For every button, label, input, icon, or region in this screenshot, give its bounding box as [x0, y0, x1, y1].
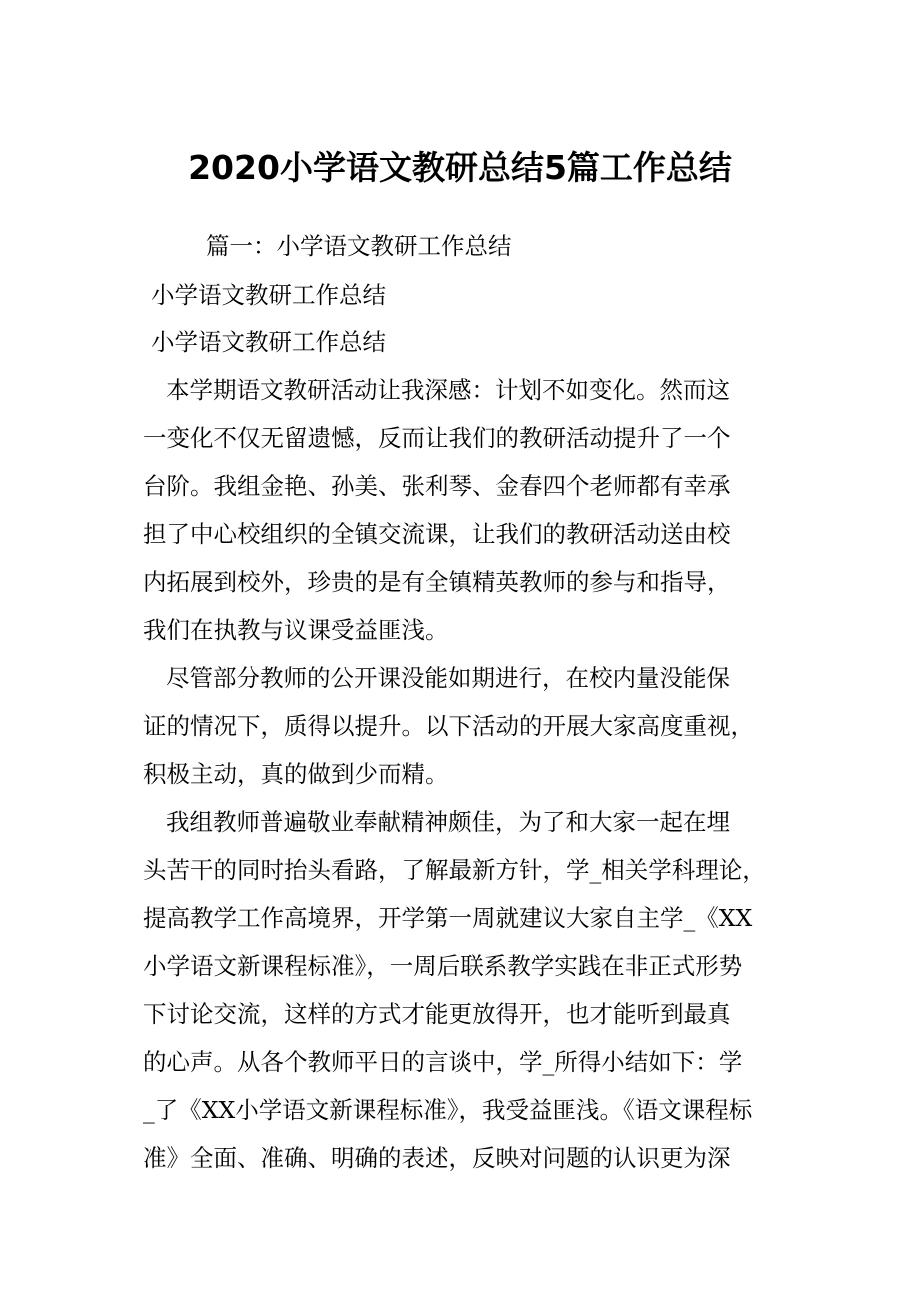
paragraph-line: 证的情况下，质得以提升。以下活动的开展大家高度重视，: [143, 712, 754, 740]
paragraph-line: 提高教学工作高境界，开学第一周就建议大家自主学_《XX: [143, 904, 753, 932]
paragraph-line: 的心声。从各个教师平日的言谈中，学_所得小结如下：学: [143, 1048, 743, 1076]
section-heading: 篇一：小学语文教研工作总结: [206, 232, 512, 260]
paragraph-line: 尽管部分教师的公开课没能如期进行，在校内量没能保: [166, 664, 730, 692]
subheading-line: 小学语文教研工作总结: [151, 328, 386, 356]
paragraph-line: _了《XX小学语文新课程标准》，我受益匪浅。《语文课程标: [143, 1096, 753, 1124]
paragraph-line: 担了中心校组织的全镇交流课，让我们的教研活动送由校: [143, 520, 731, 548]
document-title: 2020小学语文教研总结5篇工作总结: [188, 148, 732, 187]
paragraph-line: 下讨论交流，这样的方式才能更放得开，也才能听到最真: [143, 1000, 731, 1028]
paragraph-line: 一变化不仅无留遗憾，反而让我们的教研活动提升了一个: [143, 424, 731, 452]
paragraph-line: 头苦干的同时抬头看路，了解最新方针，学_相关学科理论，: [143, 856, 766, 884]
paragraph-line: 准》全面、准确、明确的表述，反映对问题的认识更为深: [143, 1144, 731, 1172]
paragraph-line: 台阶。我组金艳、孙美、张利琴、金春四个老师都有幸承: [143, 472, 731, 500]
paragraph-line: 积极主动，真的做到少而精。: [143, 760, 449, 788]
paragraph-line: 我组教师普遍敬业奉献精神颇佳，为了和大家一起在埋: [166, 808, 730, 836]
paragraph-line: 我们在执教与议课受益匪浅。: [143, 616, 449, 644]
paragraph-line: 本学期语文教研活动让我深感：计划不如变化。然而这: [166, 376, 730, 404]
paragraph-line: 小学语文新课程标准》，一周后联系教学实践在非正式形势: [143, 952, 743, 980]
subheading-line: 小学语文教研工作总结: [151, 281, 386, 309]
paragraph-line: 内拓展到校外，珍贵的是有全镇精英教师的参与和指导，: [143, 568, 731, 596]
